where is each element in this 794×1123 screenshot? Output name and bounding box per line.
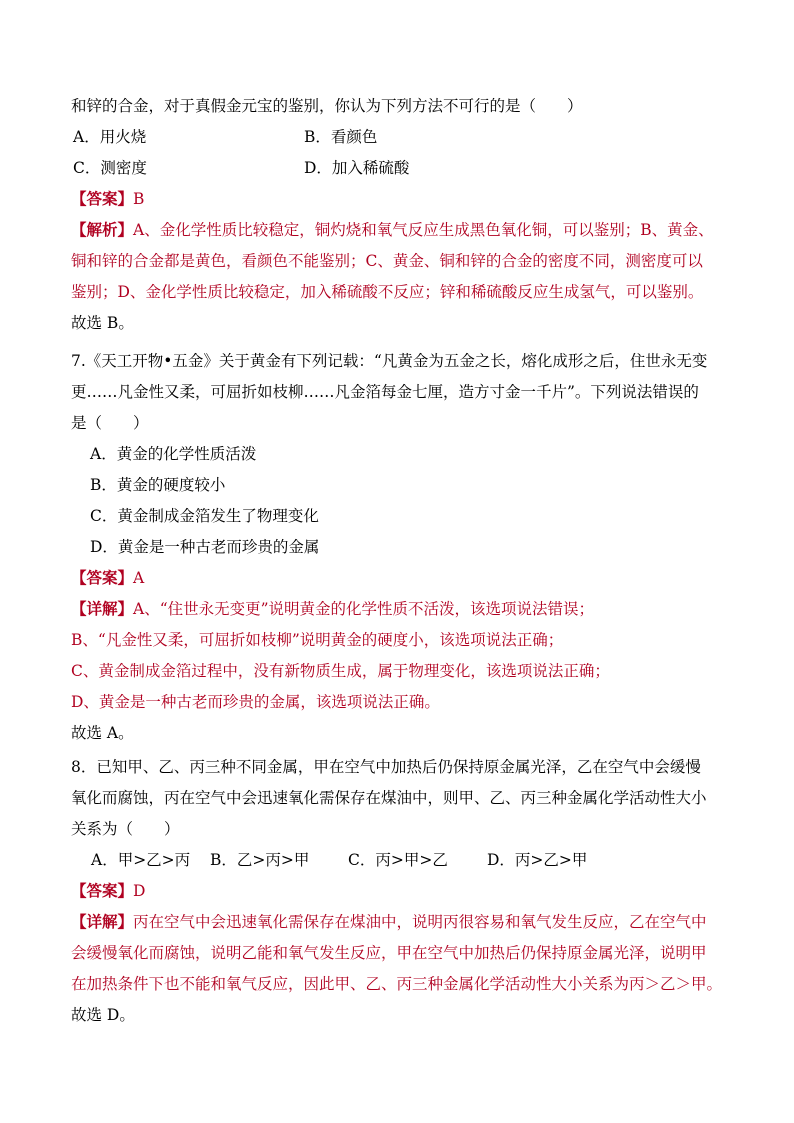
q7-answer <box>71 567 741 589</box>
analysis-tag: 【解析】 <box>71 220 134 239</box>
q7-detail-line-1: 【详解】A、“住世永无变更”说明黄金的化学性质不活泼，该选项说法错误； <box>71 599 595 618</box>
q8-answer <box>71 880 741 902</box>
q8-answer-value: D <box>133 882 146 900</box>
q6-analysis-line-1: 【解析】A、金化学性质比较稳定，铜灼烧和氧气反应生成黑色氧化铜，可以鉴别；B、黄金、 <box>71 220 714 239</box>
q6-option-a: A．用火烧 <box>73 128 147 146</box>
q7-stem-line-1: 7.《天工开物•五金》关于黄金有下列记载：“凡黄金为五金之长，熔化成形之后，住世永无变 <box>71 352 708 370</box>
q6-answer <box>71 188 741 210</box>
answer-tag: 【答案】 <box>71 568 134 587</box>
q8-detail-line-3: 在加热条件下也不能和氧气反应，因此甲、乙、丙三种金属化学活动性大小关系为丙＞乙＞甲。 <box>71 975 723 993</box>
q6-answer-value: B <box>133 190 145 208</box>
detail-tag: 【详解】 <box>71 912 134 931</box>
q7-stem-line-3: 是（ ） <box>71 414 149 432</box>
q7-option-c: C．黄金制成金箔发生了物理变化 <box>90 507 319 525</box>
q6-conclusion: 故选 B。 <box>71 314 134 332</box>
detail-tag: 【详解】 <box>71 599 134 618</box>
q7-answer-value: A <box>133 569 145 587</box>
q6-option-c: C．测密度 <box>73 159 147 177</box>
q7-option-b: B．黄金的硬度较小 <box>90 476 226 494</box>
q8-stem-line-3: 关系为（ ） <box>71 820 180 838</box>
answer-tag: 【答案】 <box>71 189 134 208</box>
q7-stem-line-2: 更……凡金性又柔，可屈折如枝柳……凡金箔每金七厘，造方寸金一千片”。下列说法错误的 <box>71 383 699 401</box>
q8-option-c: C．丙>甲>乙 <box>348 851 448 869</box>
q7-detail-line-4: D、黄金是一种古老而珍贵的金属，该选项说法正确。 <box>71 693 440 711</box>
q8-option-a: A．甲>乙>丙 <box>91 851 191 869</box>
q8-option-d: D．丙>乙>甲 <box>487 851 588 869</box>
q6-stem: 和锌的合金，对于真假金元宝的鉴别，你认为下列方法不可行的是（ ） <box>71 97 583 115</box>
q6-option-b: B．看颜色 <box>304 128 378 146</box>
q8-stem-line-1: 8．已知甲、乙、丙三种不同金属，甲在空气中加热后仍保持原金属光泽，乙在空气中会缓慢 <box>71 758 701 776</box>
q8-conclusion: 故选 D。 <box>71 1006 135 1024</box>
q7-option-d: D．黄金是一种古老而珍贵的金属 <box>90 538 320 556</box>
answer-tag: 【答案】 <box>71 881 134 900</box>
q6-analysis-line-2: 铜和锌的合金都是黄色，看颜色不能鉴别；C、黄金、铜和锌的合金的密度不同，测密度可以 <box>71 252 703 270</box>
q8-detail-line-1: 【详解】丙在空气中会迅速氧化需保存在煤油中，说明丙很容易和氧气发生反应，乙在空气中 <box>71 912 707 931</box>
q7-detail-line-3: C、黄金制成金箔过程中，没有新物质生成，属于物理变化，该选项说法正确； <box>71 662 610 680</box>
q7-option-a: A．黄金的化学性质活泼 <box>90 445 257 463</box>
q8-detail-line-2: 会缓慢氧化而腐蚀，说明乙能和氧气发生反应，甲在空气中加热后仍保持原金属光泽，说明甲 <box>71 944 707 962</box>
q7-detail-line-2: B、“凡金性又柔，可屈折如枝柳”说明黄金的硬度小，该选项说法正确； <box>71 631 564 649</box>
q6-option-d: D．加入稀硫酸 <box>304 159 410 177</box>
q8-option-b: B．乙>丙>甲 <box>210 851 310 869</box>
q8-stem-line-2: 氧化而腐蚀，丙在空气中会迅速氧化需保存在煤油中，则甲、乙、丙三种金属化学活动性大小 <box>71 789 707 807</box>
q7-conclusion: 故选 A。 <box>71 724 134 742</box>
q6-analysis-line-3: 鉴别；D、金化学性质比较稳定，加入稀硫酸不反应；锌和稀硫酸反应生成氢气，可以鉴别。 <box>71 283 704 301</box>
